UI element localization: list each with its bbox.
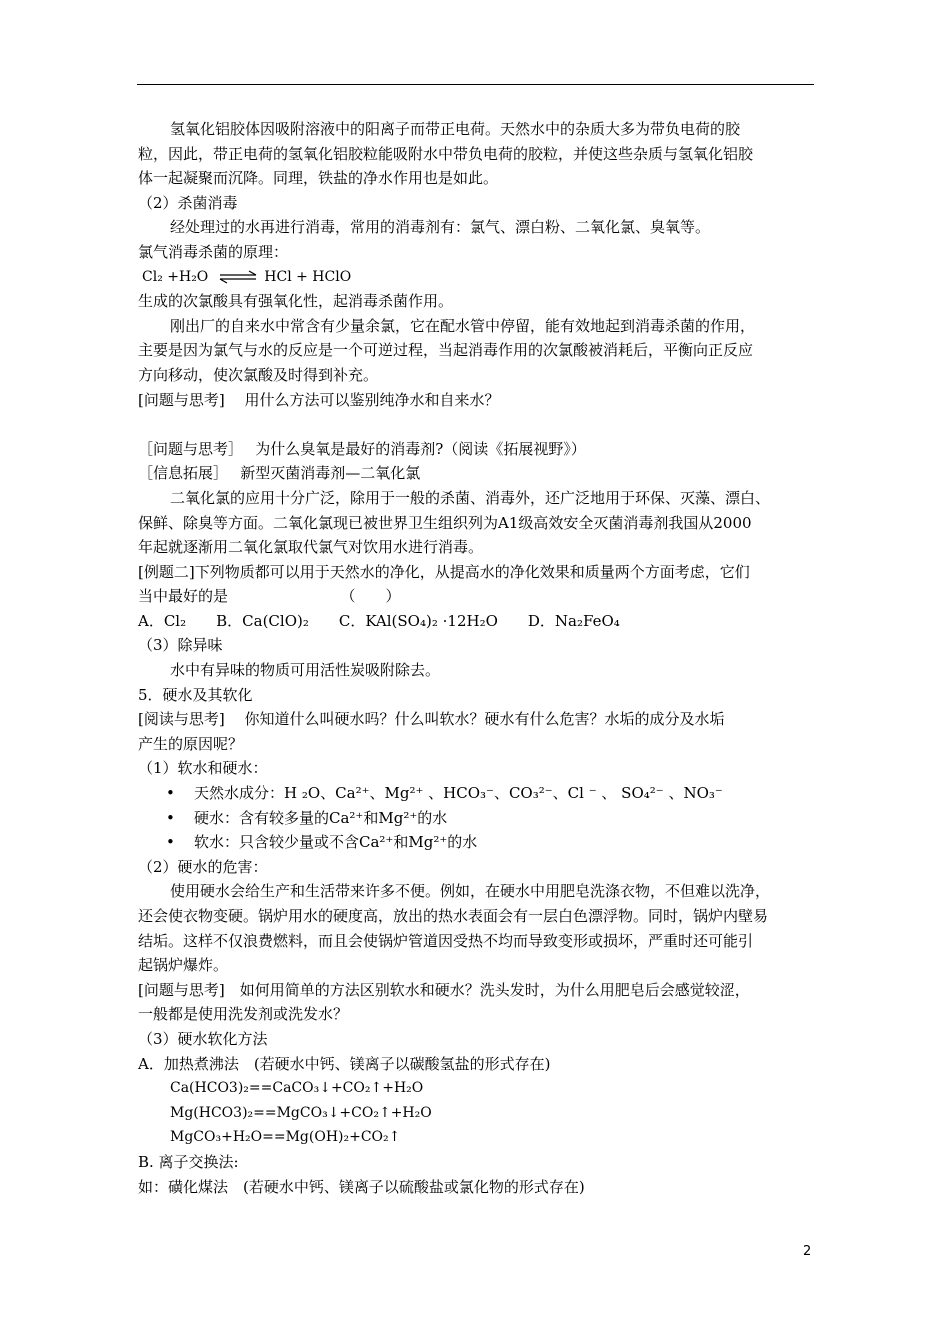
paragraph-line: 使用硬水会给生产和生活带来许多不便。例如，在硬水中用肥皂洗涤衣物，不但难以洗净， [170, 882, 771, 901]
method-heading: A．加热煮沸法 (若硬水中钙、镁离子以碳酸氢盐的形式存在) [138, 1054, 551, 1073]
paragraph-line: 氯气消毒杀菌的原理： [138, 242, 289, 261]
example-question: 当中最好的是 （ ） [138, 587, 401, 606]
reading-prompt: [阅读与思考] 你知道什么叫硬水吗？什么叫软水？硬水有什么危害？水垢的成分及水垢 [138, 710, 725, 729]
page-content [138, 117, 814, 1199]
list-item-text: 硬水：含有较多量的Ca²⁺和Mg²⁺的水 [194, 808, 448, 827]
info-heading: ［信息拓展］ 新型灭菌消毒剂—二氧化氯 [138, 464, 421, 483]
paragraph-line: 如：磺化煤法 (若硬水中钙、镁离子以硫酸盐或氯化物的形式存在) [138, 1177, 585, 1196]
header-rule [137, 84, 814, 85]
list-item-text: 天然水成分：H ₂O、Ca²⁺、Mg²⁺ 、HCO₃⁻、CO₃²⁻、Cl ⁻ 、 SO₄²⁻ 、NO₃⁻ [194, 784, 723, 803]
equation-right: HCl + HClO [264, 268, 352, 285]
paragraph-line: 主要是因为氯气与水的反应是一个可逆过程，当起消毒作用的次氯酸被消耗后，平衡向正反应 [138, 341, 754, 360]
list-item [138, 781, 814, 806]
paragraph-line: 体一起凝聚而沉降。同理，铁盐的净水作用也是如此。 [138, 169, 499, 188]
equation-left: Cl₂ +H₂O [142, 268, 209, 285]
question-prompt: ［问题与思考］ 为什么臭氧是最好的消毒剂?（阅读《拓展视野》） [138, 439, 586, 458]
paragraph-line: 方向移动，使次氯酸及时得到补充。 [138, 365, 379, 384]
method-heading: B. 离子交换法: [138, 1152, 239, 1171]
answer-options: A．Cl₂ B．Ca(ClO)₂ C．KAl(SO₄)₂ ·12H₂O D．Na₂FeO₄ [138, 611, 620, 630]
question-prompt: [问题与思考] 如何用简单的方法区别软水和硬水？洗头发时，为什么用肥皂后会感觉较涩， [138, 980, 750, 999]
question-prompt: [问题与思考] 用什么方法可以鉴别纯净水和自来水？ [138, 390, 500, 409]
bullet-icon: • [166, 833, 175, 852]
reading-prompt: 产生的原因呢？ [138, 734, 244, 753]
section-heading: （3）除异味 [138, 636, 223, 655]
example-question: [例题二]下列物质都可以用于天然水的净化，从提高水的净化效果和质量两个方面考虑，它们 [138, 562, 750, 581]
reaction-equation: MgCO₃+H₂O==Mg(OH)₂+CO₂↑ [170, 1129, 401, 1146]
answer-space [138, 412, 814, 437]
paragraph-line: 水中有异味的物质可用活性炭吸附除去。 [170, 661, 441, 680]
chlorine-equation [138, 265, 814, 290]
paragraph-line: 起锅炉爆炸。 [138, 956, 229, 975]
paragraph-line: 氢氧化铝胶体因吸附溶液中的阳离子而带正电荷。天然水中的杂质大多为带负电荷的胶 [170, 120, 741, 138]
list-item-text: 软水：只含较少量或不含Ca²⁺和Mg²⁺的水 [194, 833, 478, 852]
section-heading: 5．硬水及其软化 [138, 685, 253, 704]
page-number: 2 [803, 1244, 812, 1259]
reaction-equation: Mg(HCO3)₂==MgCO₃↓+CO₂↑+H₂O [170, 1104, 432, 1121]
section-heading: （2）硬水的危害： [138, 857, 268, 876]
paragraph-line: 保鲜、除臭等方面。二氧化氯现已被世界卫生组织列为A1级高效安全灭菌消毒剂我国从2000 [138, 513, 752, 532]
section-heading: （3）硬水软化方法 [138, 1029, 268, 1048]
paragraph-line: 年起就逐渐用二氧化氯取代氯气对饮用水进行消毒。 [138, 538, 484, 557]
question-prompt: 一般都是使用洗发剂或洗发水？ [138, 1005, 349, 1024]
paragraph-line: 二氧化氯的应用十分广泛，除用于一般的杀菌、消毒外，还广泛地用于环保、灭藻、漂白、 [170, 488, 771, 507]
section-heading: （1）软水和硬水： [138, 759, 268, 778]
paragraph-line: 生成的次氯酸具有强氧化性，起消毒杀菌作用。 [138, 292, 454, 311]
paragraph-line: 还会使衣物变硬。锅炉用水的硬度高，放出的热水表面会有一层白色漂浮物。同时，锅炉内壁易 [138, 907, 769, 925]
bullet-icon: • [166, 808, 175, 827]
reaction-equation: Ca(HCO3)₂==CaCO₃↓+CO₂↑+H₂O [170, 1080, 424, 1097]
paragraph-line: 刚出厂的自来水中常含有少量余氯，它在配水管中停留，能有效地起到消毒杀菌的作用， [170, 316, 756, 335]
list-item [138, 806, 814, 831]
section-heading: （2）杀菌消毒 [138, 193, 238, 212]
list-item [138, 830, 814, 855]
paragraph-line: 经处理过的水再进行消毒，常用的消毒剂有：氯气、漂白粉、二氧化氯、臭氧等。 [170, 218, 711, 237]
reversible-arrow-icon [218, 270, 258, 284]
bullet-icon: • [166, 784, 175, 803]
paragraph-line: 粒，因此，带正电荷的氢氧化铝胶粒能吸附水中带负电荷的胶粒，并使这些杂质与氢氧化铝胶 [138, 144, 754, 163]
paragraph-line: 结垢。这样不仅浪费燃料，而且会使锅炉管道因受热不均而导致变形或损坏，严重时还可能引 [138, 931, 754, 950]
